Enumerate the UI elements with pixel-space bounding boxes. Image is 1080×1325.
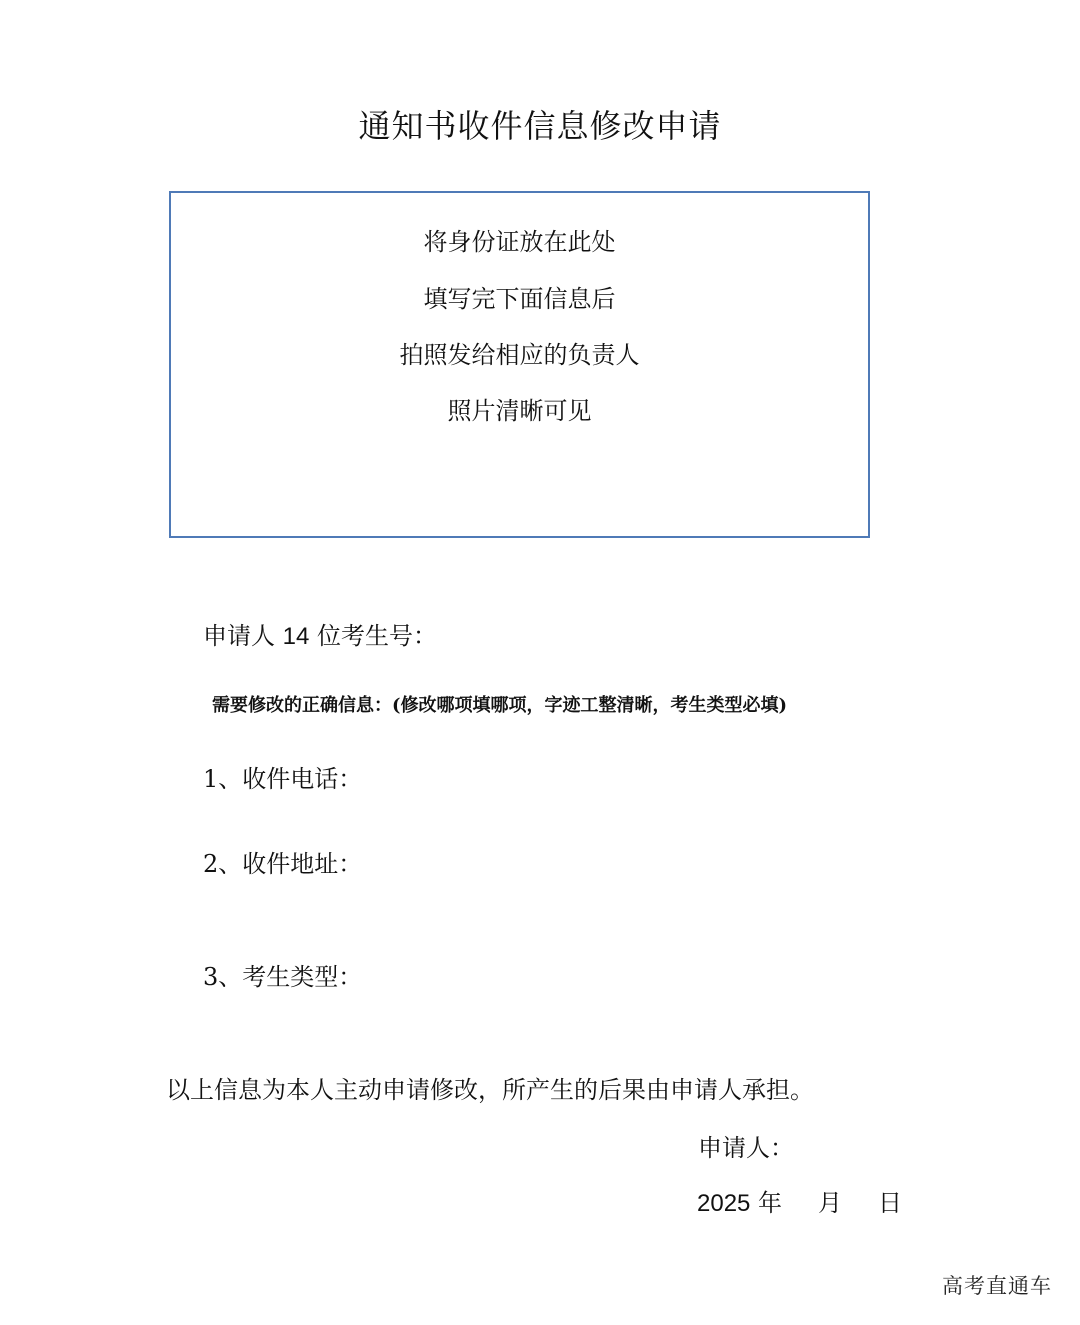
id-box-line-1: 将身份证放在此处 bbox=[423, 228, 616, 256]
declaration-text: 以上信息为本人主动申请修改，所产生的后果由申请人承担。 bbox=[166, 1076, 814, 1104]
id-box-line-2: 填写完下面信息后 bbox=[423, 285, 616, 313]
applicant-signature-label: 申请人： bbox=[698, 1134, 794, 1162]
id-box-line-4: 照片清晰可见 bbox=[447, 397, 592, 425]
exam-number-suffix: 位考生号： bbox=[316, 622, 437, 650]
phone-field-label: 1、收件电话： bbox=[203, 765, 363, 793]
instructions-note: 需要修改的正确信息：(修改哪项填哪项，字迹工整清晰，考生类型必填) bbox=[212, 695, 788, 716]
id-card-placement-box bbox=[169, 191, 870, 538]
candidate-type-field-label: 3、考生类型： bbox=[203, 963, 363, 991]
address-field-label: 2、收件地址： bbox=[203, 850, 363, 878]
exam-number-digits: 14 bbox=[282, 623, 310, 650]
exam-number-field bbox=[203, 620, 437, 653]
date-day-label: 日 bbox=[878, 1189, 903, 1217]
date-line bbox=[697, 1187, 902, 1220]
page-title: 通知书收件信息修改申请 bbox=[358, 107, 722, 145]
date-year: 2025 bbox=[697, 1190, 751, 1217]
watermark-text: 高考直通车 bbox=[942, 1274, 1052, 1298]
date-month-label: 月 bbox=[818, 1189, 843, 1217]
id-box-line-3: 拍照发给相应的负责人 bbox=[399, 341, 640, 369]
date-year-label: 年 bbox=[758, 1189, 783, 1217]
exam-number-prefix: 申请人 bbox=[203, 622, 275, 650]
